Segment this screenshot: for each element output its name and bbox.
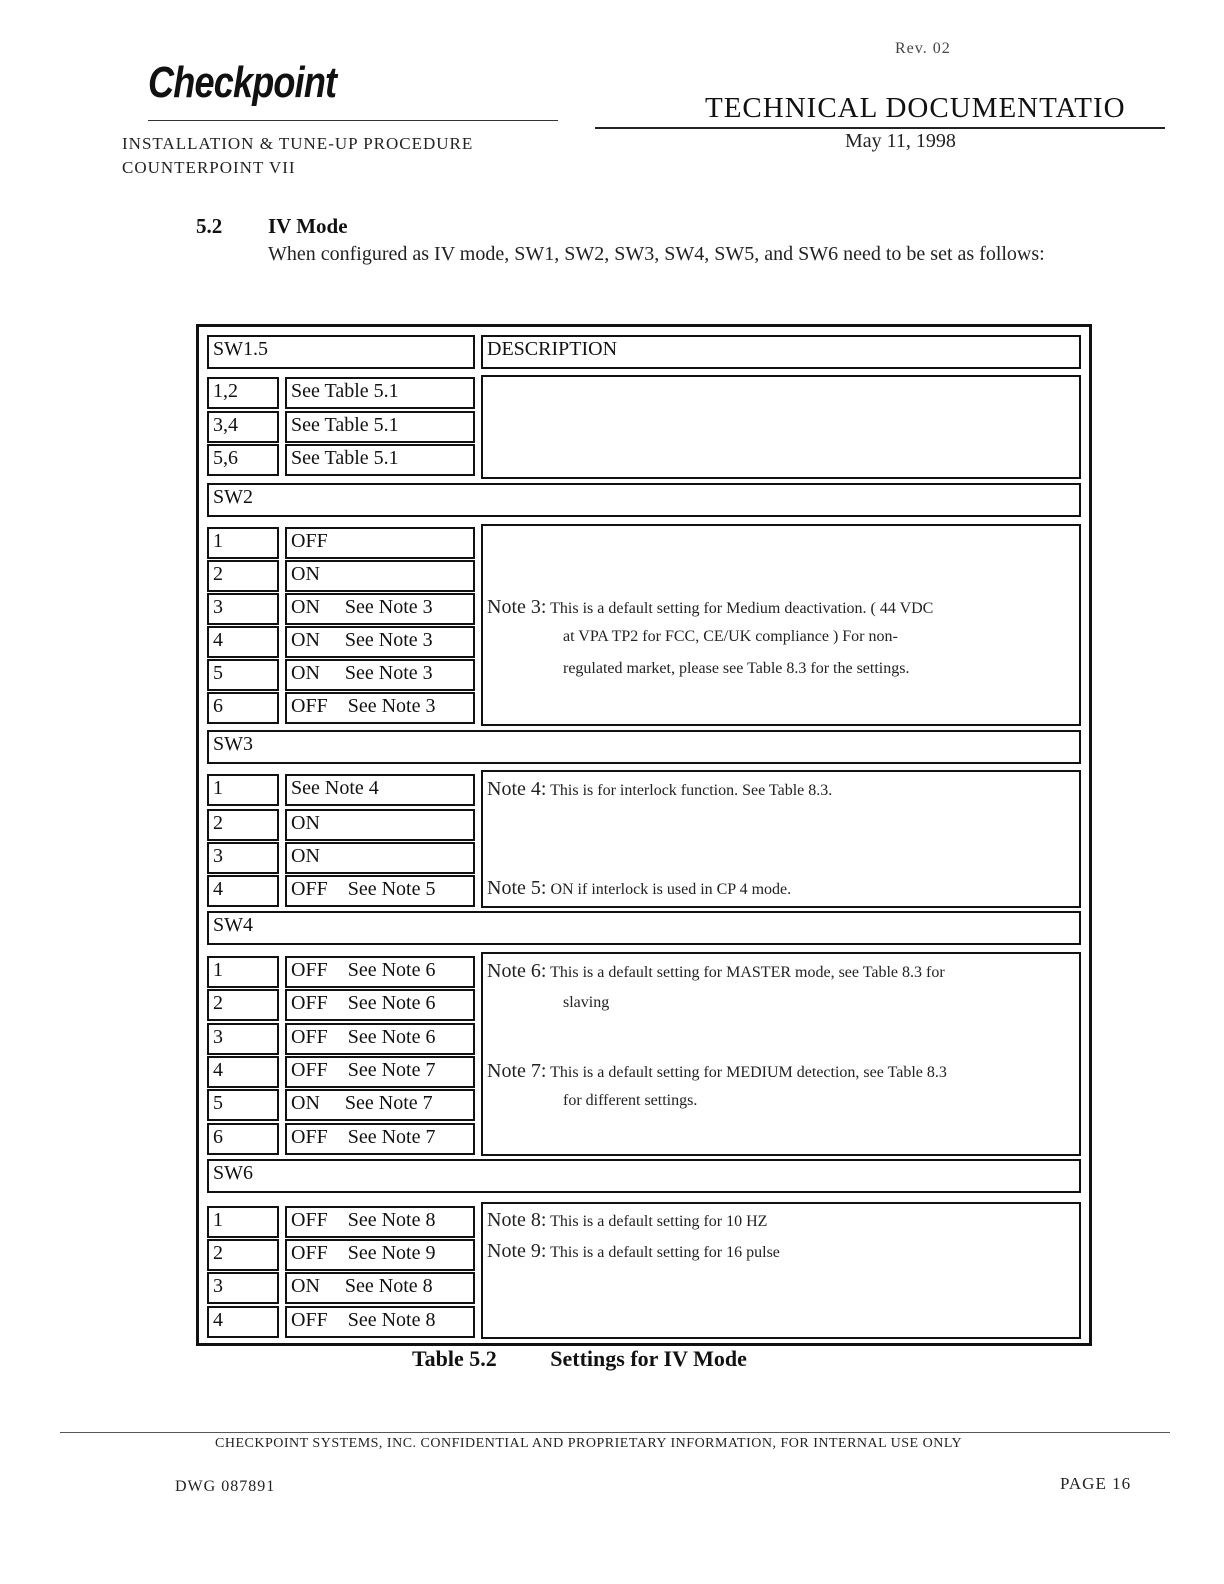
table-caption xyxy=(412,1346,747,1372)
sw2-pos: 6 xyxy=(207,692,279,724)
note-7-line1: This is a default setting for MEDIUM detection, see Table 8.3 xyxy=(550,1064,947,1081)
note-6 xyxy=(487,961,945,983)
sw15-setting: See Table 5.1 xyxy=(285,377,475,409)
note-4 xyxy=(487,779,832,801)
sw2-setting: ON See Note 3 xyxy=(285,626,475,658)
note-5-label: Note 5: xyxy=(487,877,547,899)
sw2-pos: 4 xyxy=(207,626,279,658)
sw4-setting: OFF See Note 6 xyxy=(285,989,475,1021)
sw3-pos: 2 xyxy=(207,809,279,841)
sw4-setting: OFF See Note 7 xyxy=(285,1056,475,1088)
sw3-setting: See Note 4 xyxy=(285,774,475,806)
table-caption-number: Table 5.2 xyxy=(412,1346,497,1371)
sw3-setting: ON xyxy=(285,809,475,841)
sw2-description xyxy=(481,524,1081,726)
section-number: 5.2 xyxy=(196,214,223,238)
note-3-label: Note 3: xyxy=(487,596,547,618)
sw4-setting: ON See Note 7 xyxy=(285,1089,475,1121)
sw3-pos: 4 xyxy=(207,875,279,907)
sw2-setting: ON See Note 3 xyxy=(285,593,475,625)
settings-table xyxy=(196,324,1092,1346)
sw2-label: SW2 xyxy=(207,483,1081,517)
note-3-line3: regulated market, please see Table 8.3 for the settings. xyxy=(563,660,910,677)
note-8-label: Note 8: xyxy=(487,1209,547,1231)
sw2-pos: 1 xyxy=(207,527,279,559)
note-9-text: This is a default setting for 16 pulse xyxy=(550,1244,780,1261)
header-sw15: SW1.5 xyxy=(207,335,475,369)
header-description: DESCRIPTION xyxy=(481,335,1081,369)
footer-rule xyxy=(60,1432,1170,1433)
section-title: IV Mode xyxy=(268,214,348,238)
note-5-text: ON if interlock is used in CP 4 mode. xyxy=(550,881,792,898)
sw6-pos: 2 xyxy=(207,1239,279,1271)
note-8 xyxy=(487,1210,767,1232)
sw6-pos: 3 xyxy=(207,1272,279,1304)
header-procedure: INSTALLATION & TUNE-UP PROCEDURE xyxy=(122,134,474,153)
sw3-label: SW3 xyxy=(207,730,1081,764)
revision-label: Rev. 02 xyxy=(895,40,951,57)
header-subtitle xyxy=(122,132,473,180)
note-3 xyxy=(487,597,933,619)
sw4-setting: OFF See Note 6 xyxy=(285,956,475,988)
header-date: May 11, 1998 xyxy=(845,130,956,152)
footer-confidential: CHECKPOINT SYSTEMS, INC. CONFIDENTIAL AND PROPRIETARY INFORMATION, FOR INTERNAL USE ONLY xyxy=(215,1436,963,1451)
sw4-pos: 2 xyxy=(207,989,279,1021)
note-3-line1: This is a default setting for Medium deactivation. ( 44 VDC xyxy=(550,600,934,617)
sw6-pos: 4 xyxy=(207,1306,279,1338)
sw4-pos: 4 xyxy=(207,1056,279,1088)
note-5 xyxy=(487,878,791,900)
sw4-pos: 6 xyxy=(207,1123,279,1155)
header-product: COUNTERPOINT VII xyxy=(122,158,296,177)
sw4-setting: OFF See Note 7 xyxy=(285,1123,475,1155)
sw4-setting: OFF See Note 6 xyxy=(285,1023,475,1055)
sw2-pos: 3 xyxy=(207,593,279,625)
page-number: PAGE 16 xyxy=(1060,1474,1132,1493)
sw4-label: SW4 xyxy=(207,911,1081,945)
section-body: When configured as IV mode, SW1, SW2, SW3, SW4, SW5, and SW6 need to be set as follows: xyxy=(268,243,1045,265)
company-logo: Checkpoint xyxy=(148,58,337,107)
sw15-setting: See Table 5.1 xyxy=(285,411,475,443)
note-4-label: Note 4: xyxy=(487,778,547,800)
sw2-setting: ON xyxy=(285,560,475,592)
sw4-pos: 1 xyxy=(207,956,279,988)
sw3-pos: 3 xyxy=(207,842,279,874)
sw6-label: SW6 xyxy=(207,1159,1081,1193)
sw2-setting: OFF xyxy=(285,527,475,559)
sw3-pos: 1 xyxy=(207,774,279,806)
sw6-setting: OFF See Note 9 xyxy=(285,1239,475,1271)
sw2-setting: ON See Note 3 xyxy=(285,659,475,691)
sw2-setting: OFF See Note 3 xyxy=(285,692,475,724)
sw2-pos: 2 xyxy=(207,560,279,592)
sw15-pos: 5,6 xyxy=(207,444,279,476)
sw15-description xyxy=(481,375,1081,479)
header-rule xyxy=(595,127,1165,129)
note-6-line2: slaving xyxy=(563,994,610,1011)
note-7 xyxy=(487,1061,947,1083)
sw6-setting: ON See Note 8 xyxy=(285,1272,475,1304)
sw6-pos: 1 xyxy=(207,1206,279,1238)
note-3-line2: at VPA TP2 for FCC, CE/UK compliance ) For non- xyxy=(563,628,898,645)
note-9 xyxy=(487,1241,780,1263)
logo-underline xyxy=(148,120,558,121)
note-6-line1: This is a default setting for MASTER mode, see Table 8.3 for xyxy=(550,964,945,981)
sw15-setting: See Table 5.1 xyxy=(285,444,475,476)
sw4-pos: 5 xyxy=(207,1089,279,1121)
sw6-setting: OFF See Note 8 xyxy=(285,1206,475,1238)
sw3-setting: ON xyxy=(285,842,475,874)
note-4-text: This is for interlock function. See Table 8.3. xyxy=(550,782,833,799)
sw6-setting: OFF See Note 8 xyxy=(285,1306,475,1338)
sw3-setting: OFF See Note 5 xyxy=(285,875,475,907)
note-7-label: Note 7: xyxy=(487,1060,547,1082)
sw15-pos: 3,4 xyxy=(207,411,279,443)
document-type-title: TECHNICAL DOCUMENTATIO xyxy=(705,92,1126,124)
note-7-line2: for different settings. xyxy=(563,1092,698,1109)
note-9-label: Note 9: xyxy=(487,1240,547,1262)
sw2-pos: 5 xyxy=(207,659,279,691)
drawing-number: DWG 087891 xyxy=(175,1478,276,1495)
note-6-label: Note 6: xyxy=(487,960,547,982)
note-8-text: This is a default setting for 10 HZ xyxy=(550,1213,768,1230)
sw4-pos: 3 xyxy=(207,1023,279,1055)
sw15-pos: 1,2 xyxy=(207,377,279,409)
table-caption-title: Settings for IV Mode xyxy=(550,1346,747,1371)
